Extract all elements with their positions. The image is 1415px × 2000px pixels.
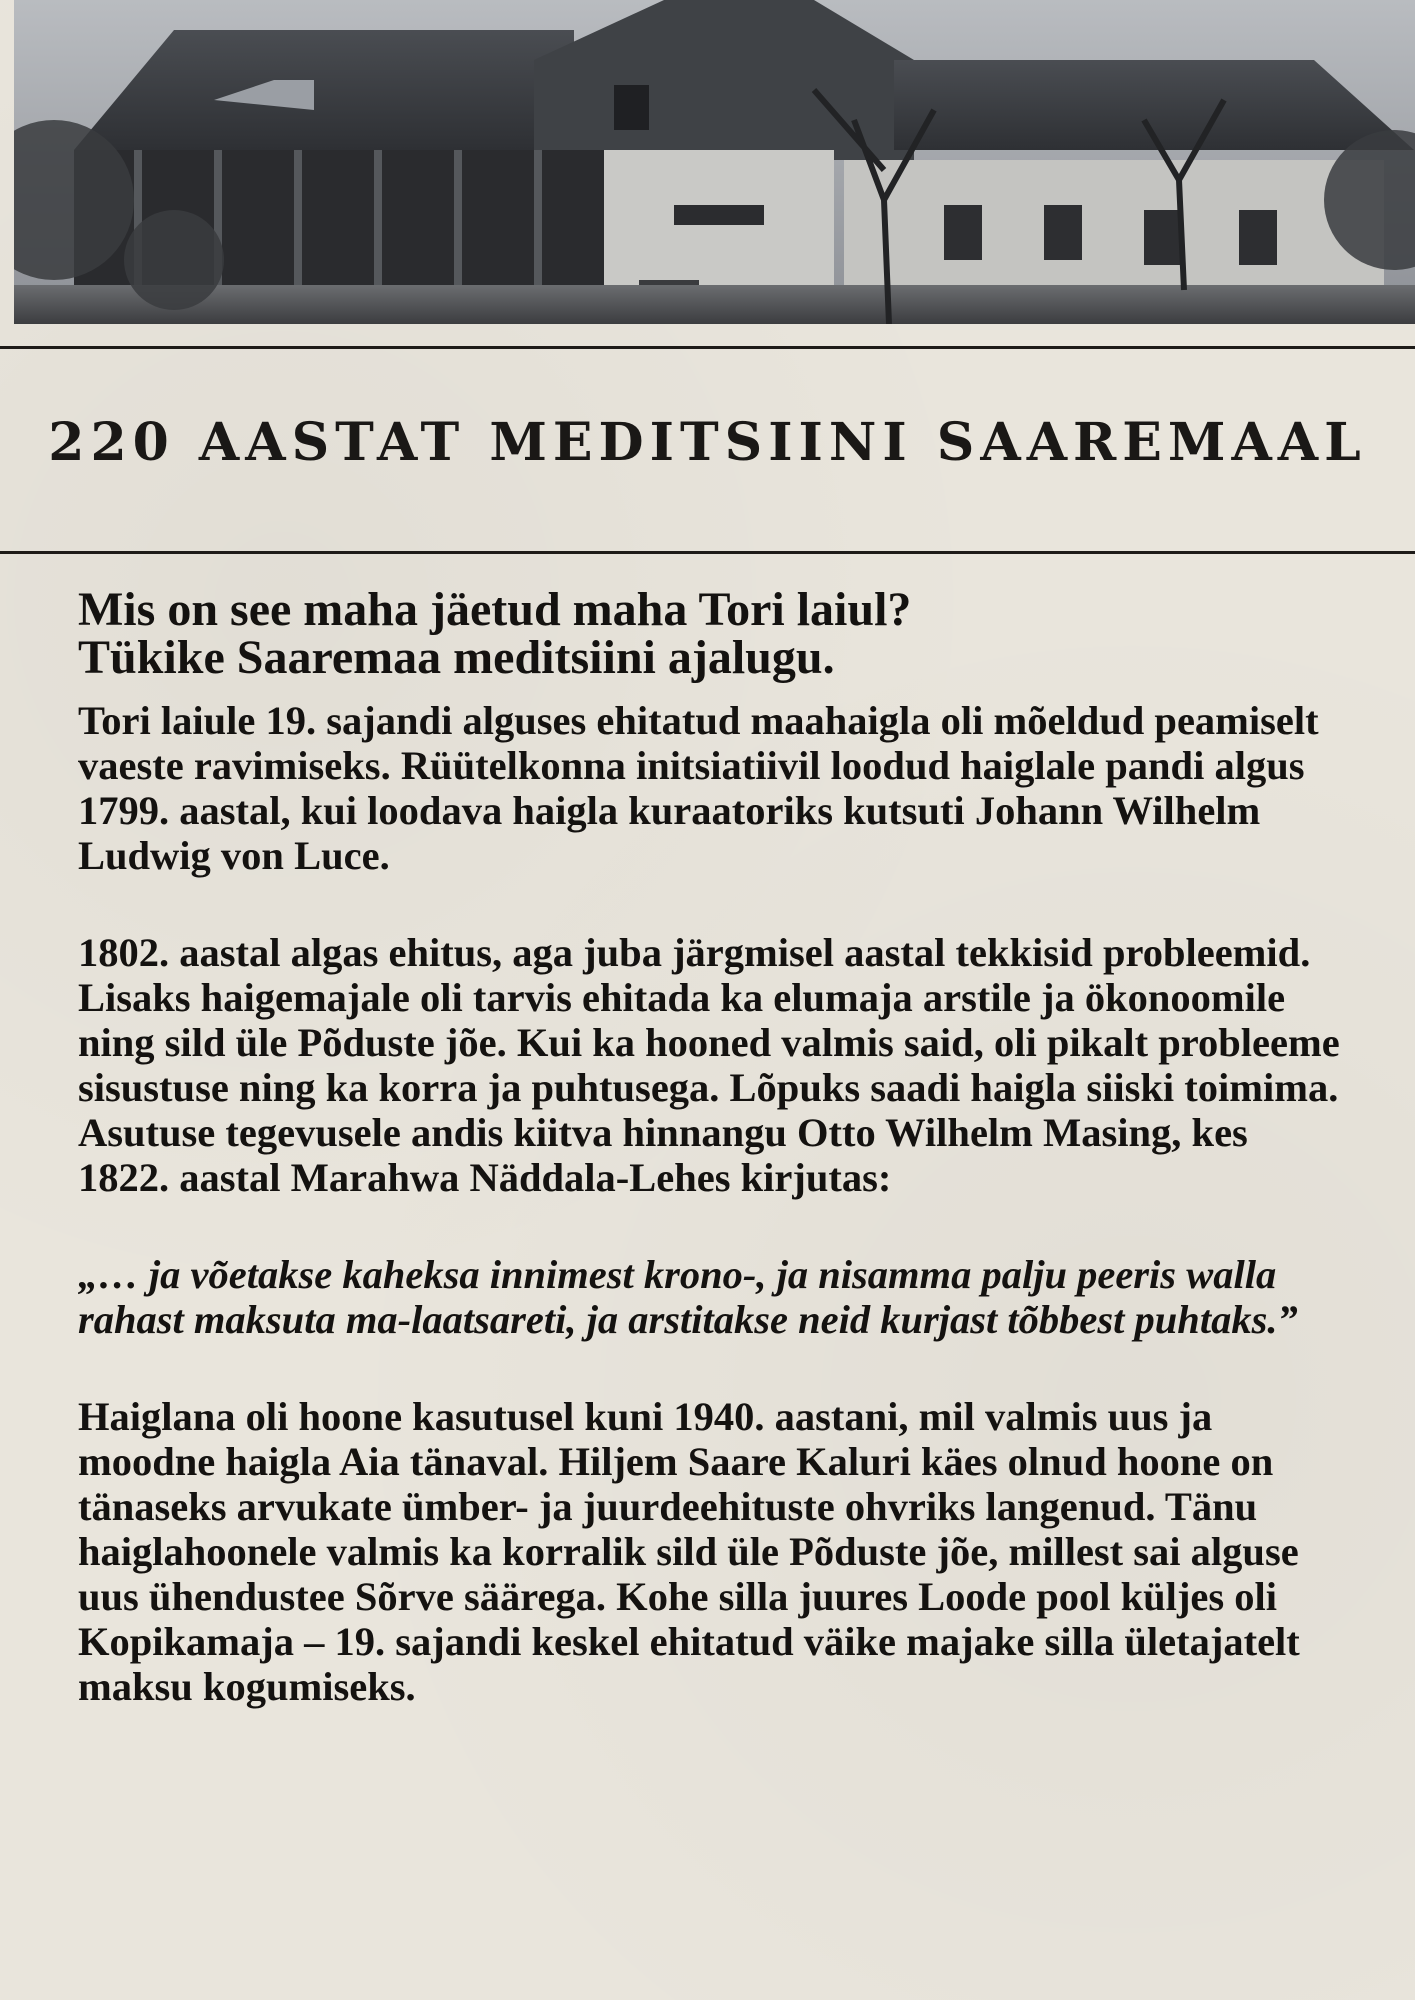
top-divider — [0, 346, 1415, 349]
quote-paragraph: „… ja võetakse kaheksa innimest krono-, ja nisamma palju peeris walla rahast maksuta ma-laatsareti, ja arstitakse neid kurjast tõbbest puhtaks.” — [78, 1252, 1298, 1342]
paragraph-2: 1802. aastal algas ehitus, aga juba järgmisel aastal tekkisid probleemid. Lisaks haigemajale oli tarvis ehitada ka elumaja arstile ja ökonoomile ning sild üle Põduste jõe. Kui ka hooned valmis said, oli pikalt probleeme sisustuse ning ka korra ja puhtusega. Lõpuks saadi haigla siiski toimima. Asutuse tegevusele andis kiitva hinnangu Otto Wilhelm Masing, kes 1822. aastal Marahwa Näddala-Lehes kirjutas: — [78, 930, 1340, 1200]
heading-line-1: Mis on see maha jäetud maha Tori laiul? — [78, 583, 912, 636]
header-photo — [14, 0, 1415, 324]
article-heading — [78, 583, 1348, 684]
article — [78, 583, 1348, 1761]
bottom-divider — [0, 551, 1415, 554]
abandoned-hospital-photo-image — [14, 0, 1415, 324]
paragraph-1: Tori laiule 19. sajandi alguses ehitatud maahaigla oli mõeldud peamiselt vaeste ravimiseks. Rüütelkonna initsiatiivil loodud haiglale pandi algus 1799. aastal, kui loodava haigla kuraatoriks kutsuti Johann Wilhelm Ludwig von Luce. — [78, 698, 1319, 878]
paragraph-4: Haiglana oli hoone kasutusel kuni 1940. aastani, mil valmis uus ja moodne haigla Aia tänaval. Hiljem Saare Kaluri käes olnud hoone on tänaseks arvukate ümber- ja juurdeehituste ohvriks langenud. Tänu haiglahoonele valmis ka korralik sild üle Põduste jõe, millest sai alguse uus ühendustee Sõrve säärega. Kohe silla juures Loode pool küljes oli Kopikamaja – 19. sajandi keskel ehitatud väike majake silla ületajatelt maksu kogumiseks. — [78, 1394, 1300, 1709]
page-title: 220 AASTAT MEDITSIINI SAAREMAAL — [48, 412, 1367, 473]
heading-line-2: Tükike Saaremaa meditsiini ajalugu. — [78, 631, 835, 684]
